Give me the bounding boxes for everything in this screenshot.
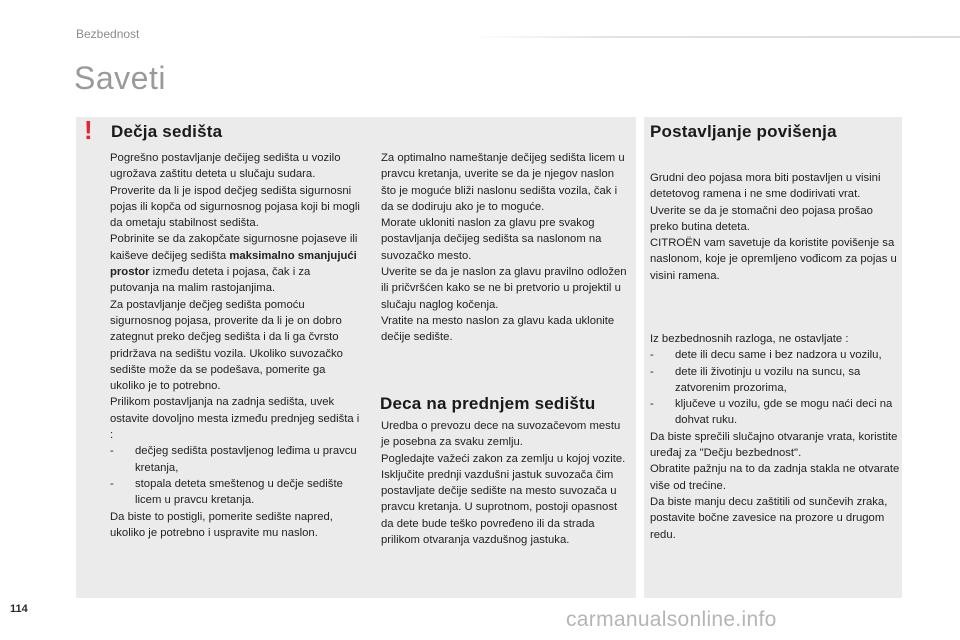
paragraph: Obratite pažnju na to da zadnja stakla ne otvarate više od trećine. [650, 463, 900, 492]
column-headrest [381, 150, 631, 346]
paragraph: Za optimalno nameštanje dečijeg sedišta licem u pravcu kretanja, uverite se da je njegov naslon što je moguće bliži naslonu sedišta vozila, čak i da se dodiruju ako je to moguće. [381, 152, 625, 213]
header-rule [470, 36, 960, 38]
list-dash: - [110, 477, 114, 490]
list-item-text: stopala deteta smeštenog u dečje sedište licem u pravcu kretanja. [135, 477, 343, 507]
paragraph [110, 231, 360, 296]
paragraph: Pogrešno postavljanje dečijeg sedišta u vozilo ugrožava zaštitu deteta u slučaju sudara. [110, 152, 341, 181]
column-child-seats [110, 150, 360, 541]
column-gap [636, 117, 644, 598]
list-dash: - [650, 398, 654, 411]
column-booster [650, 170, 900, 284]
paragraph: Za postavljanje dečjeg sedišta pomoću sigurnosnog pojasa, proverite da li je on dobro zategnut preko dečjeg sedišta i da li ga čvrsto pridržava na sedištu vozila. Ukoliko suvozačko sedište može da se podešava, pomerite ga ukoliko je to potrebno. [110, 298, 343, 393]
list-item [650, 364, 900, 397]
paragraph: CITROËN vam savetuje da koristite povišenje sa naslonom, koje je opremljeno vođicom za pojas u visini ramena. [650, 237, 897, 282]
paragraph: Isključite prednji vazdušni jastuk suvozača čim postavljate dečije sedište na mesto suvozača u pravcu kretanja. U suprotnom, postoji opasnost da dete bude teško povređeno ili da strada prilikom otvaranja vazdušnog jastuka. [381, 468, 618, 547]
list-item-text: dečjeg sedišta postavljenog leđima u pravcu kretanja, [135, 445, 357, 474]
list-item [650, 347, 900, 363]
list-item-text: dete ili decu same i bez nadzora u vozilu, [675, 349, 882, 362]
list-item [110, 443, 360, 476]
warning-icon: ! [84, 115, 93, 145]
column-front-seat [381, 418, 631, 548]
paragraph-text: Pobrinite se da zakopčate sigurnosne pojaseve ili kaiševe dečijeg sedišta [110, 233, 358, 262]
list-item [110, 476, 360, 509]
list-dash: - [110, 445, 114, 458]
paragraph: Proverite da li je ispod dečjeg sedišta sigurnosni pojas ili kopča od sigurnosnog pojasa koji bi mogli da ometaju stabilnost sedišta. [110, 184, 360, 230]
list-item-text: ključeve u vozilu, gde se mogu naći deci na dohvat ruku. [675, 398, 893, 427]
paragraph: Iz bezbednosnih razloga, ne ostavljate : [650, 333, 849, 345]
paragraph: Pogledajte važeći zakon za zemlju u kojoj vozite. [381, 452, 626, 465]
column-safety [650, 331, 900, 543]
list-item-text: dete ili životinju u vozilu na suncu, sa zatvorenim prozorima, [675, 365, 861, 394]
paragraph: Prilikom postavljanja na zadnja sedišta, uvek ostavite dovoljno mesta između prednjeg sedišta i : [110, 396, 360, 442]
page-number: 114 [10, 603, 28, 615]
paragraph: Da biste sprečili slučajno otvaranje vrata, koristite uređaj za "Dečju bezbednost". [650, 430, 898, 460]
do-not-leave-list [650, 347, 900, 428]
watermark: carmanualsonline.info [566, 608, 777, 631]
heading-front-seat: Deca na prednjem sedištu [380, 394, 596, 413]
paragraph: Da biste manju decu zaštitili od sunčevih zraka, postavite bočne zavesice na prozore u drugom redu. [650, 495, 888, 541]
list-item [650, 396, 900, 429]
list-dash: - [650, 349, 654, 362]
paragraph: Uredba o prevozu dece na suvozačevom mestu je posebna za svaku zemlju. [381, 420, 621, 449]
bold-phrase: maksimalno smanjujući prostor [110, 249, 357, 279]
seat-space-list [110, 443, 360, 508]
heading-booster: Postavljanje povišenja [650, 122, 837, 141]
paragraph-text: između deteta i pojasa, čak i za putovanja na malim rastojanjima. [110, 266, 311, 295]
paragraph: Uverite se da je naslon za glavu pravilno odložen ili pričvršćen kako se ne bi pretvorio u projektil u slučaju naglog kočenja. [381, 266, 627, 311]
paragraph: Grudni deo pojasa mora biti postavljen u visini detetovog ramena i ne sme dodirivati vrat. [650, 172, 881, 201]
paragraph: Da biste to postigli, pomerite sedište napred, ukoliko je potrebno i uspravite mu naslon. [110, 510, 333, 539]
page-title: Saveti [74, 60, 166, 96]
heading-child-seats: Dečja sedišta [111, 122, 223, 141]
paragraph: Morate ukloniti naslon za glavu pre svakog postavljanja dečijeg sedišta sa naslonom na suvozačko mesto. [381, 217, 602, 262]
section-label: Bezbednost [76, 27, 140, 41]
paragraph: Vratite na mesto naslon za glavu kada uklonite dečije sedište. [381, 314, 615, 344]
paragraph: Uverite se da je stomačni deo pojasa prošao preko butina deteta. [650, 204, 873, 233]
list-dash: - [650, 365, 654, 378]
